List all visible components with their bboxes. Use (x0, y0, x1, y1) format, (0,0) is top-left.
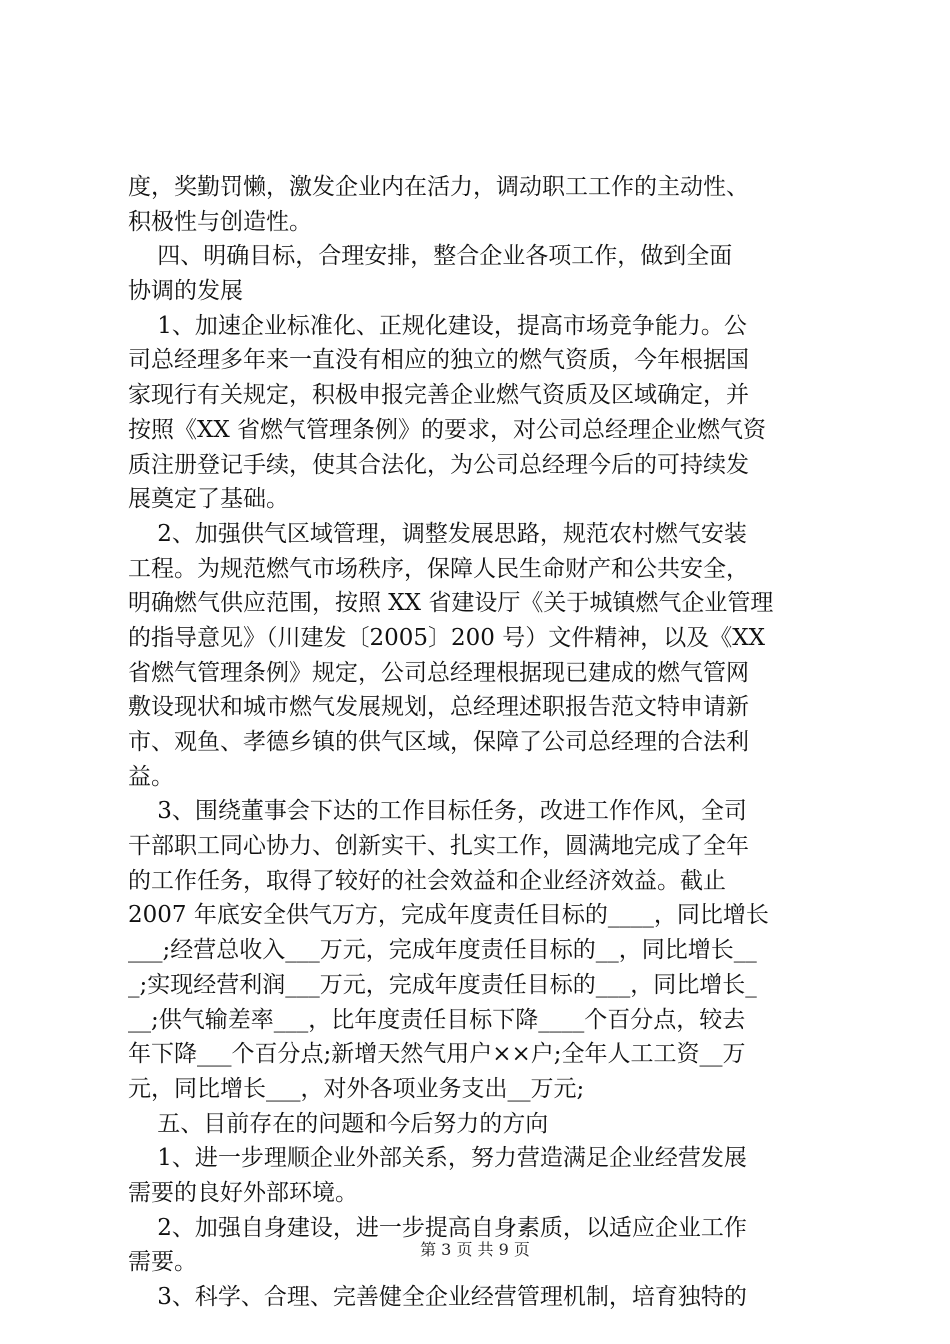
text-line: 2007 年底安全供气万方，完成年度责任目标的____，同比增长 (128, 902, 769, 929)
text-line: 省燃气管理条例》规定，公司总经理根据现已建成的燃气管网 (128, 659, 749, 686)
text-line: 司总经理多年来一直没有相应的独立的燃气资质，今年根据国 (128, 347, 749, 374)
text-line: 2、加强供气区域管理，调整发展思路，规范农村燃气安装 (128, 520, 747, 547)
text-line: 的指导意见》（川建发〔2005〕200 号）文件精神，以及《XX (128, 624, 765, 651)
text-line: 度，奖勤罚懒，激发企业内在活力，调动职工工作的主动性、 (128, 174, 749, 200)
text-line: 市、观鱼、孝德乡镇的供气区域，保障了公司总经理的合法利 (128, 729, 749, 755)
text-line: 五、目前存在的问题和今后努力的方向 (128, 1110, 549, 1137)
text-line: 需要的良好外部环境。 (128, 1179, 358, 1206)
text-line: 年下降___个百分点;新增天然气用户××户;全年人工工资__万 (128, 1041, 746, 1068)
document-body (128, 170, 828, 1315)
text-line: 元，同比增长___，对外各项业务支出__万元; (128, 1075, 585, 1102)
text-line: 需要。 (128, 1249, 197, 1276)
text-line: 四、明确目标，合理安排，整合企业各项工作，做到全面 (128, 243, 733, 270)
text-line: 3、科学、合理、完善健全企业经营管理机制，培育独特的 (128, 1284, 747, 1310)
text-line: 工程。为规范燃气市场秩序，保障人民生命财产和公共安全， (128, 555, 749, 582)
text-line: 家现行有关规定，积极申报完善企业燃气资质及区域确定，并 (128, 382, 749, 409)
page-number: 第 3 页 共 9 页 (420, 1240, 530, 1259)
text-line: 益。 (128, 763, 174, 790)
text-line: 干部职工同心协力、创新实干、扎实工作，圆满地完成了全年 (128, 833, 749, 860)
text-line: 1、加速企业标准化、正规化建设，提高市场竞争能力。公 (128, 312, 747, 339)
text-line: 积极性与创造性。 (128, 208, 312, 235)
text-line: 质注册登记手续，使其合法化，为公司总经理今后的可持续发 (128, 451, 749, 478)
text-line: 3、围绕董事会下达的工作目标任务，改进工作作风，全司 (128, 798, 747, 825)
text-line: 敷设现状和城市燃气发展规划，总经理述职报告范文特申请新 (128, 694, 749, 721)
text-line: 协调的发展 (128, 278, 243, 305)
text-line: 的工作任务，取得了较好的社会效益和企业经济效益。截止 (128, 867, 726, 894)
text-line: __;供气输差率___，比年度责任目标下降____个百分点，较去 (128, 1006, 746, 1033)
text-line: ___;经营总收入___万元，完成年度责任目标的__，同比增长__ (128, 937, 757, 964)
text-line: _;实现经营利润___万元，完成年度责任目标的___，同比增长_ (128, 971, 757, 998)
text-line: 展奠定了基础。 (128, 486, 289, 513)
text-line: 1、进一步理顺企业外部关系，努力营造满足企业经营发展 (128, 1145, 747, 1172)
text-line: 2、加强自身建设，进一步提高自身素质，以适应企业工作 (128, 1214, 747, 1241)
text-line: 明确燃气供应范围，按照 XX 省建设厅《关于城镇燃气企业管理 (128, 590, 774, 617)
text-line: 按照《XX 省燃气管理条例》的要求，对公司总经理企业燃气资 (128, 416, 767, 443)
